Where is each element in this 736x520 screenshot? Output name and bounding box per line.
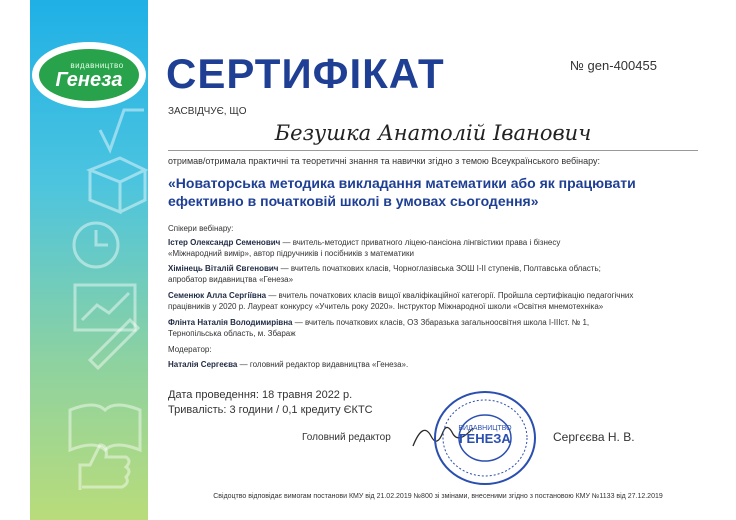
speaker-desc-cont: «Міжнародний вимір», автор підручників і посібників з математики xyxy=(168,248,414,258)
cube-icon xyxy=(90,158,145,212)
speaker-desc-cont: працівників у 2020 р. Лауреат конкурсу «Учитель року 2020». Інструктор Міжнародної школи «Освітня мнемотехніка» xyxy=(168,301,604,311)
logo-big-text: Генеза xyxy=(55,68,123,91)
editor-name: Сергєєва Н. В. xyxy=(553,430,635,444)
logo-small-text: видавництво xyxy=(70,60,124,70)
speaker-desc: — вчитель-методист приватного ліцею-пансіона лінгвістики права і бізнесу xyxy=(280,238,561,247)
official-stamp xyxy=(430,388,540,488)
moderator-name: Наталія Сергеєва xyxy=(168,360,238,369)
moderator-label: Модератор: xyxy=(168,345,212,354)
pencil-icon xyxy=(90,320,138,368)
speaker-entry xyxy=(168,318,708,339)
speaker-desc: — вчитель початкових класів вищої кваліфікаційної категорії. Пройшла сертифікацію педагогічних xyxy=(266,291,634,300)
certificate-title: СЕРТИФІКАТ xyxy=(166,50,445,97)
recipient-name: Безушка Анатолій Іванович xyxy=(274,121,592,145)
topic-line-1: «Новаторська методика викладання математики або як працювати xyxy=(168,175,636,191)
editor-label: Головний редактор xyxy=(302,432,391,443)
legal-footer: Свідоцтво відповідає вимогам постанови КМУ від 21.02.2019 №800 зі змінами, внесеними згідно з постановою КМУ №1133 від 27.12.2019 xyxy=(213,493,663,500)
recipient-underline xyxy=(168,150,698,151)
speaker-name: Семенюк Алла Сергіївна xyxy=(168,291,267,300)
speaker-desc-cont: Тернопільська область, м. Збараж xyxy=(168,328,296,338)
event-duration: Тривалість: 3 години / 0,1 кредиту ЄКТС xyxy=(168,404,373,416)
certificate-number: № gen-400455 xyxy=(570,58,657,73)
speaker-desc: — вчитель початкових класів, ОЗ Збаразька загальноосвітня школа І-ІІІст. № 1, xyxy=(292,318,590,327)
stamp-center-text: ГЕНЕЗА xyxy=(459,431,511,446)
sqrt-icon xyxy=(100,110,144,150)
publisher-logo xyxy=(35,45,143,105)
speaker-entry xyxy=(168,291,708,312)
certifies-label: ЗАСВІДЧУЄ, ЩО xyxy=(168,106,247,117)
speaker-entry xyxy=(168,238,708,259)
topic-line-2: ефективно в початковій школі в умовах сьогодення» xyxy=(168,193,539,209)
speaker-name: Хімінець Віталій Євгенович xyxy=(168,264,279,273)
speakers-label: Спікери вебінару: xyxy=(168,224,234,233)
received-text: отримав/отримала практичні та теоретичні знання та навички згідно з темою Всеукраїнського вебінару: xyxy=(168,156,601,166)
thumbs-up-icon xyxy=(80,445,129,490)
stamp-sub-text: ВИДАВНИЦТВО xyxy=(458,425,512,432)
event-date: Дата проведення: 18 травня 2022 р. xyxy=(168,389,353,401)
speaker-name: Флінта Наталія Володимирівна xyxy=(168,318,293,327)
speaker-desc-cont: апробатор видавництва «Генеза» xyxy=(168,274,294,284)
book-icon xyxy=(70,405,140,450)
webinar-topic xyxy=(168,174,708,210)
speaker-name: Істер Олександр Семенович xyxy=(168,238,281,247)
speaker-desc: — вчитель початкових класів, Чорноглазівська ЗОШ І-ІІ ступенів, Полтавська область; xyxy=(278,264,601,273)
moderator-desc: — головний редактор видавництва «Генеза». xyxy=(237,360,409,369)
moderator-entry xyxy=(168,360,708,371)
speaker-entry xyxy=(168,264,708,285)
